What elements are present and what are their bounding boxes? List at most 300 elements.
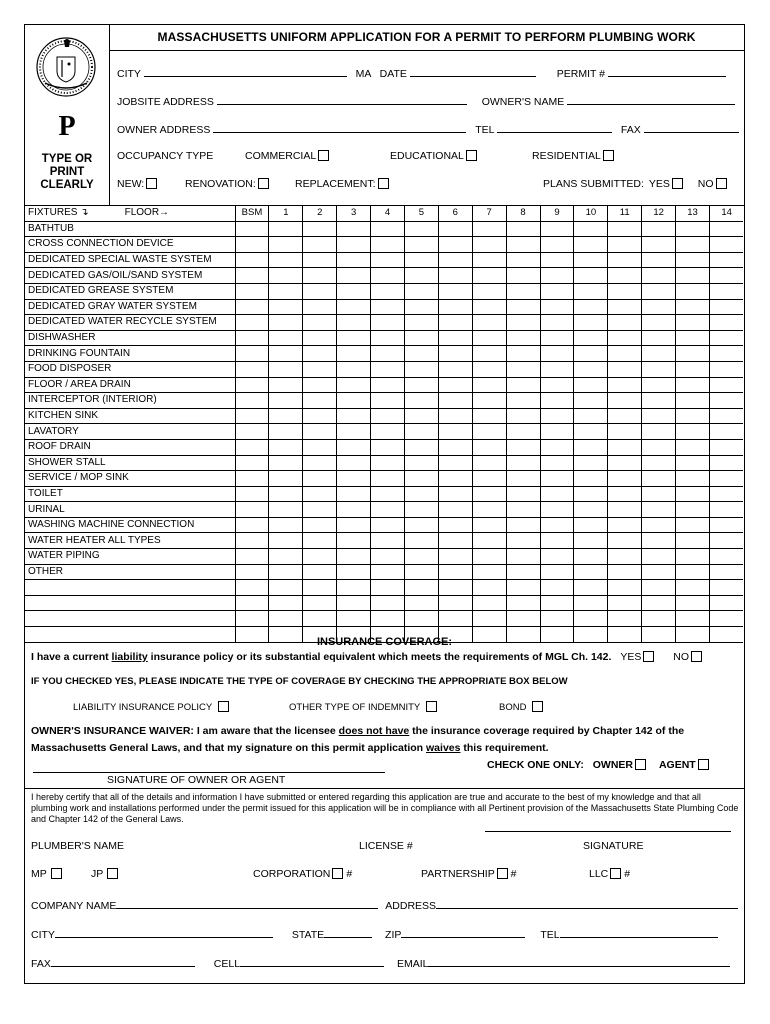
fixture-count-cell[interactable] [303,471,337,487]
fixture-count-cell[interactable] [269,330,303,346]
fixture-count-cell[interactable] [371,595,405,611]
fixture-count-cell[interactable] [269,299,303,315]
fixture-count-cell[interactable] [371,471,405,487]
fixture-count-cell[interactable] [709,455,743,471]
fixture-count-cell[interactable] [506,237,540,253]
fixture-count-cell[interactable] [642,502,676,518]
fixture-count-cell[interactable] [371,330,405,346]
fixture-count-cell[interactable] [438,346,472,362]
owner-signature-line[interactable] [33,772,385,773]
new-checkbox[interactable] [146,178,157,189]
fixture-count-cell[interactable] [472,268,506,284]
fixture-count-cell[interactable] [642,237,676,253]
fixture-count-cell[interactable] [709,377,743,393]
fixture-count-cell[interactable] [608,455,642,471]
fixture-count-cell[interactable] [506,221,540,237]
renovation-option[interactable]: RENOVATION: [185,178,269,190]
fixture-count-cell[interactable] [337,471,371,487]
fixture-count-cell[interactable] [642,268,676,284]
fixture-count-cell[interactable] [676,252,710,268]
fixture-count-cell[interactable] [642,346,676,362]
fixture-count-cell[interactable] [235,549,269,565]
fixture-count-cell[interactable] [676,502,710,518]
llc-checkbox[interactable] [610,868,621,879]
fixture-count-cell[interactable] [574,377,608,393]
zip-field[interactable] [401,927,525,938]
fixture-count-cell[interactable] [303,315,337,331]
fixture-count-cell[interactable] [269,268,303,284]
fixture-count-cell[interactable] [371,315,405,331]
fixture-count-cell[interactable] [540,361,574,377]
fixture-count-cell[interactable] [472,221,506,237]
liability-yes-checkbox[interactable] [643,651,654,662]
fixture-count-cell[interactable] [337,424,371,440]
fixture-count-cell[interactable] [404,315,438,331]
fixture-count-cell[interactable] [574,502,608,518]
fixture-count-cell[interactable] [642,361,676,377]
fixture-count-cell[interactable] [472,471,506,487]
fixture-count-cell[interactable] [337,486,371,502]
fixture-count-cell[interactable] [438,439,472,455]
corporation-checkbox[interactable] [332,868,343,879]
fixture-count-cell[interactable] [709,471,743,487]
fixture-count-cell[interactable] [540,455,574,471]
fixture-count-cell[interactable] [540,580,574,596]
fixture-count-cell[interactable] [337,221,371,237]
fixture-count-cell[interactable] [608,361,642,377]
fixture-count-cell[interactable] [404,611,438,627]
fixture-count-cell[interactable] [235,346,269,362]
liability-policy-option[interactable]: LIABILITY INSURANCE POLICY [73,701,229,713]
fixture-count-cell[interactable] [303,502,337,518]
fixture-count-cell[interactable] [303,486,337,502]
fixture-count-cell[interactable] [676,595,710,611]
fixture-count-cell[interactable] [303,268,337,284]
fixture-count-cell[interactable] [574,221,608,237]
fixture-count-cell[interactable] [676,408,710,424]
company-fax-field[interactable] [51,956,195,967]
fixture-count-cell[interactable] [438,361,472,377]
fixture-count-cell[interactable] [642,252,676,268]
fixture-count-cell[interactable] [235,439,269,455]
fixture-count-cell[interactable] [371,221,405,237]
fixture-count-cell[interactable] [371,393,405,409]
fixture-count-cell[interactable] [404,221,438,237]
other-indemnity-option[interactable]: OTHER TYPE OF INDEMNITY [289,701,437,713]
fixture-count-cell[interactable] [709,315,743,331]
fixture-count-cell[interactable] [438,315,472,331]
fixture-count-cell[interactable] [676,221,710,237]
fixture-count-cell[interactable] [506,517,540,533]
fixture-count-cell[interactable] [540,611,574,627]
fixture-count-cell[interactable] [404,580,438,596]
fixture-count-cell[interactable] [303,517,337,533]
fixture-count-cell[interactable] [574,237,608,253]
fixture-count-cell[interactable] [371,439,405,455]
fixture-count-cell[interactable] [438,424,472,440]
jp-option[interactable]: JP [91,868,118,880]
fixture-count-cell[interactable] [642,580,676,596]
fixture-count-cell[interactable] [709,268,743,284]
fixture-count-cell[interactable] [235,268,269,284]
fixture-count-cell[interactable] [608,315,642,331]
fixture-count-cell[interactable] [608,237,642,253]
fixture-count-cell[interactable] [676,330,710,346]
fixture-count-cell[interactable] [303,221,337,237]
fixture-count-cell[interactable] [235,361,269,377]
fixture-count-cell[interactable] [269,564,303,580]
fixture-count-cell[interactable] [438,377,472,393]
fixture-count-cell[interactable] [337,549,371,565]
fixture-count-cell[interactable] [676,564,710,580]
fixture-count-cell[interactable] [506,377,540,393]
fixture-count-cell[interactable] [438,517,472,533]
fixture-count-cell[interactable] [709,299,743,315]
fixture-count-cell[interactable] [506,268,540,284]
fixture-count-cell[interactable] [404,252,438,268]
fixture-count-cell[interactable] [506,346,540,362]
fixture-count-cell[interactable] [438,455,472,471]
fixture-count-cell[interactable] [235,237,269,253]
fixture-count-cell[interactable] [303,283,337,299]
fixture-count-cell[interactable] [608,471,642,487]
fixture-count-cell[interactable] [608,564,642,580]
fixture-count-cell[interactable] [676,393,710,409]
fixture-count-cell[interactable] [438,268,472,284]
fixture-count-cell[interactable] [472,315,506,331]
fixture-count-cell[interactable] [371,268,405,284]
fixture-count-cell[interactable] [709,439,743,455]
owners-name-field[interactable] [567,94,735,105]
fixture-count-cell[interactable] [269,346,303,362]
fixture-count-cell[interactable] [540,595,574,611]
fixture-count-cell[interactable] [676,268,710,284]
fixture-count-cell[interactable] [540,221,574,237]
fixture-count-cell[interactable] [472,533,506,549]
fixture-count-cell[interactable] [371,346,405,362]
fixture-count-cell[interactable] [642,330,676,346]
fixture-count-cell[interactable] [540,564,574,580]
fixture-count-cell[interactable] [642,424,676,440]
fixture-count-cell[interactable] [506,486,540,502]
fixture-count-cell[interactable] [438,471,472,487]
fixture-count-cell[interactable] [269,315,303,331]
fax-field[interactable] [644,122,739,133]
fixture-count-cell[interactable] [540,237,574,253]
plumber-signature-line[interactable] [485,831,731,832]
fixture-count-cell[interactable] [337,611,371,627]
agent-checkbox[interactable] [698,759,709,770]
fixture-count-cell[interactable] [608,486,642,502]
fixture-count-cell[interactable] [303,377,337,393]
fixture-count-cell[interactable] [608,533,642,549]
fixture-count-cell[interactable] [642,221,676,237]
fixture-count-cell[interactable] [574,611,608,627]
fixture-count-cell[interactable] [709,595,743,611]
fixture-count-cell[interactable] [404,455,438,471]
liability-policy-checkbox[interactable] [218,701,229,712]
fixture-count-cell[interactable] [642,517,676,533]
fixture-count-cell[interactable] [709,502,743,518]
fixture-count-cell[interactable] [608,221,642,237]
fixture-count-cell[interactable] [269,611,303,627]
fixture-count-cell[interactable] [574,549,608,565]
fixture-count-cell[interactable] [303,549,337,565]
plans-yes-checkbox[interactable] [672,178,683,189]
fixture-count-cell[interactable] [269,471,303,487]
renovation-checkbox[interactable] [258,178,269,189]
fixture-count-cell[interactable] [337,252,371,268]
fixture-count-cell[interactable] [235,330,269,346]
fixture-count-cell[interactable] [540,502,574,518]
fixture-count-cell[interactable] [404,377,438,393]
fixture-count-cell[interactable] [540,408,574,424]
fixture-count-cell[interactable] [709,517,743,533]
fixture-count-cell[interactable] [404,424,438,440]
fixture-count-cell[interactable] [438,393,472,409]
fixture-count-cell[interactable] [472,237,506,253]
fixture-count-cell[interactable] [371,455,405,471]
fixture-count-cell[interactable] [709,564,743,580]
fixture-count-cell[interactable] [303,455,337,471]
fixture-count-cell[interactable] [676,377,710,393]
fixture-count-cell[interactable] [303,346,337,362]
fixture-count-cell[interactable] [540,424,574,440]
fixture-count-cell[interactable] [709,580,743,596]
fixture-count-cell[interactable] [608,299,642,315]
fixture-count-cell[interactable] [709,283,743,299]
fixture-count-cell[interactable] [709,533,743,549]
fixture-count-cell[interactable] [472,455,506,471]
fixture-count-cell[interactable] [472,377,506,393]
fixture-count-cell[interactable] [235,377,269,393]
fixture-count-cell[interactable] [709,486,743,502]
fixture-count-cell[interactable] [506,283,540,299]
fixture-count-cell[interactable] [303,393,337,409]
fixture-count-cell[interactable] [337,268,371,284]
fixture-count-cell[interactable] [642,393,676,409]
fixture-count-cell[interactable] [371,502,405,518]
fixture-count-cell[interactable] [472,439,506,455]
fixture-count-cell[interactable] [540,377,574,393]
fixture-count-cell[interactable] [404,486,438,502]
fixture-count-cell[interactable] [540,330,574,346]
fixture-count-cell[interactable] [337,299,371,315]
fixture-count-cell[interactable] [404,268,438,284]
fixture-count-cell[interactable] [574,564,608,580]
fixture-count-cell[interactable] [642,533,676,549]
fixture-count-cell[interactable] [472,424,506,440]
tel-field[interactable] [497,122,612,133]
fixture-count-cell[interactable] [506,424,540,440]
educational-checkbox[interactable] [466,150,477,161]
fixture-count-cell[interactable] [235,533,269,549]
fixture-count-cell[interactable] [608,377,642,393]
fixture-count-cell[interactable] [269,455,303,471]
fixture-count-cell[interactable] [235,517,269,533]
fixture-count-cell[interactable] [269,549,303,565]
fixture-count-cell[interactable] [404,346,438,362]
fixture-count-cell[interactable] [404,361,438,377]
fixture-count-cell[interactable] [235,408,269,424]
fixture-count-cell[interactable] [337,283,371,299]
fixture-count-cell[interactable] [709,346,743,362]
fixture-count-cell[interactable] [438,611,472,627]
fixture-count-cell[interactable] [676,517,710,533]
fixture-count-cell[interactable] [269,486,303,502]
fixture-count-cell[interactable] [709,330,743,346]
fixture-count-cell[interactable] [574,455,608,471]
fixture-count-cell[interactable] [269,393,303,409]
fixture-count-cell[interactable] [608,330,642,346]
fixture-count-cell[interactable] [472,564,506,580]
fixture-count-cell[interactable] [404,408,438,424]
fixture-count-cell[interactable] [472,252,506,268]
fixture-count-cell[interactable] [303,611,337,627]
replacement-checkbox[interactable] [378,178,389,189]
fixture-count-cell[interactable] [540,549,574,565]
fixture-count-cell[interactable] [235,393,269,409]
fixture-count-cell[interactable] [709,408,743,424]
owner-address-field[interactable] [213,122,466,133]
fixture-count-cell[interactable] [472,346,506,362]
fixture-count-cell[interactable] [303,439,337,455]
fixture-count-cell[interactable] [371,580,405,596]
fixture-count-cell[interactable] [676,237,710,253]
fixture-count-cell[interactable] [574,471,608,487]
fixture-count-cell[interactable] [269,439,303,455]
fixture-count-cell[interactable] [574,330,608,346]
jp-checkbox[interactable] [107,868,118,879]
fixture-count-cell[interactable] [574,439,608,455]
fixture-count-cell[interactable] [269,252,303,268]
fixture-count-cell[interactable] [269,221,303,237]
fixture-count-cell[interactable] [608,252,642,268]
fixture-count-cell[interactable] [404,283,438,299]
fixture-count-cell[interactable] [438,283,472,299]
fixture-count-cell[interactable] [337,377,371,393]
fixture-count-cell[interactable] [608,268,642,284]
fixture-count-cell[interactable] [404,299,438,315]
fixture-count-cell[interactable] [337,502,371,518]
fixture-count-cell[interactable] [574,315,608,331]
fixture-count-cell[interactable] [337,237,371,253]
fixture-count-cell[interactable] [337,439,371,455]
fixture-count-cell[interactable] [371,611,405,627]
fixture-count-cell[interactable] [269,237,303,253]
fixture-count-cell[interactable] [574,408,608,424]
fixture-count-cell[interactable] [438,237,472,253]
fixture-count-cell[interactable] [506,471,540,487]
fixture-count-cell[interactable] [337,517,371,533]
fixture-count-cell[interactable] [269,408,303,424]
fixture-count-cell[interactable] [472,595,506,611]
fixture-count-cell[interactable] [608,424,642,440]
fixture-count-cell[interactable] [472,330,506,346]
corporation-option[interactable]: CORPORATION # [253,868,353,880]
fixture-count-cell[interactable] [269,517,303,533]
fixture-count-cell[interactable] [404,533,438,549]
fixture-count-cell[interactable] [371,486,405,502]
bond-option[interactable]: BOND [499,701,543,713]
fixture-count-cell[interactable] [269,424,303,440]
fixture-count-cell[interactable] [371,283,405,299]
fixture-count-cell[interactable] [269,533,303,549]
fixture-count-cell[interactable] [709,221,743,237]
fixture-count-cell[interactable] [676,549,710,565]
residential-option[interactable]: RESIDENTIAL [532,150,614,162]
fixture-count-cell[interactable] [506,455,540,471]
fixture-count-cell[interactable] [303,330,337,346]
fixture-count-cell[interactable] [608,611,642,627]
fixture-count-cell[interactable] [235,471,269,487]
fixture-count-cell[interactable] [608,408,642,424]
fixture-count-cell[interactable] [574,533,608,549]
fixture-count-cell[interactable] [269,580,303,596]
fixture-count-cell[interactable] [235,486,269,502]
fixture-count-cell[interactable] [438,408,472,424]
fixture-count-cell[interactable] [642,611,676,627]
fixture-count-cell[interactable] [608,517,642,533]
fixture-count-cell[interactable] [506,361,540,377]
fixture-count-cell[interactable] [235,283,269,299]
fixture-count-cell[interactable] [676,439,710,455]
fixture-count-cell[interactable] [269,377,303,393]
fixture-count-cell[interactable] [608,439,642,455]
fixture-count-cell[interactable] [438,564,472,580]
fixture-count-cell[interactable] [709,361,743,377]
fixture-count-cell[interactable] [303,564,337,580]
fixture-count-cell[interactable] [506,252,540,268]
fixture-count-cell[interactable] [642,283,676,299]
fixture-count-cell[interactable] [337,361,371,377]
fixture-count-cell[interactable] [472,549,506,565]
fixture-count-cell[interactable] [709,611,743,627]
fixture-count-cell[interactable] [235,252,269,268]
fixture-count-cell[interactable] [642,299,676,315]
fixture-count-cell[interactable] [540,268,574,284]
fixture-count-cell[interactable] [608,393,642,409]
fixture-count-cell[interactable] [574,346,608,362]
fixture-count-cell[interactable] [472,408,506,424]
fixture-count-cell[interactable] [506,315,540,331]
fixture-count-cell[interactable] [472,299,506,315]
fixture-count-cell[interactable] [438,221,472,237]
fixture-count-cell[interactable] [404,564,438,580]
fixture-count-cell[interactable] [404,471,438,487]
fixture-count-cell[interactable] [676,424,710,440]
fixture-count-cell[interactable] [404,393,438,409]
fixture-count-cell[interactable] [676,533,710,549]
fixture-count-cell[interactable] [269,502,303,518]
fixture-count-cell[interactable] [540,517,574,533]
fixture-count-cell[interactable] [676,455,710,471]
fixture-count-cell[interactable] [404,330,438,346]
permit-number-field[interactable] [608,66,726,77]
fixture-count-cell[interactable] [337,455,371,471]
new-option[interactable]: NEW: [117,178,157,190]
fixture-count-cell[interactable] [438,252,472,268]
fixture-count-cell[interactable] [608,595,642,611]
fixture-count-cell[interactable] [303,299,337,315]
fixture-count-cell[interactable] [676,611,710,627]
fixture-count-cell[interactable] [472,283,506,299]
fixture-count-cell[interactable] [574,486,608,502]
fixture-count-cell[interactable] [642,564,676,580]
fixture-count-cell[interactable] [709,424,743,440]
fixture-count-cell[interactable] [235,455,269,471]
fixture-count-cell[interactable] [642,439,676,455]
